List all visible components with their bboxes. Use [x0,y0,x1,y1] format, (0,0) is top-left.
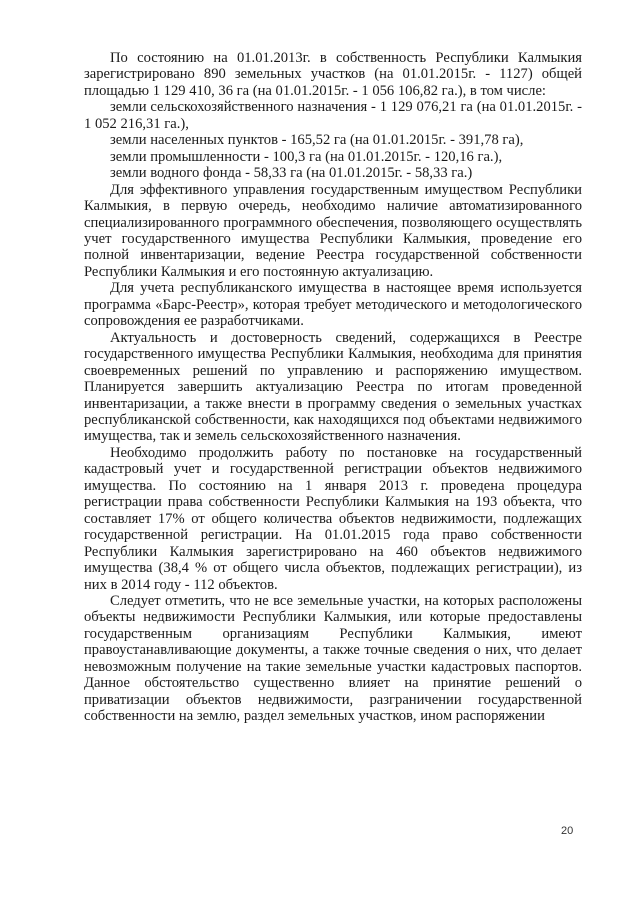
document-body [84,50,582,725]
paragraph-effective-management: Для эффективного управления государственным имуществом Республики Калмыкия, в первую очередь, необходимо наличие автоматизированного специализированного программного обеспечения, позволяющего осуществлять учет государственного имущества Республики Калмыкия, проведение его полной инвентаризации, ведение Реестра государственной собственности Республики Калмыкия и его постоянную актуализацию. [84,181,582,280]
paragraph-land-registration: По состоянию на 01.01.2013г. в собственность Республики Калмыкия зарегистрировано 890 земельных участков (на 01.01.2015г. - 1127) общей площадью 1 129 410, 36 га (на 01.01.2015г. - 1 056 106,82 га.), в том числе: [84,50,582,99]
page-number: 20 [561,825,574,837]
paragraph-cadastral-registration: Необходимо продолжить работу по постановке на государственный кадастровый учет и государственной регистрации объектов недвижимого имущества. По состоянию на 1 января 2013 г. проведена процедура регистрации права собственности Республики Калмыкия на 193 объекта, что составляет 17% от общего количества объектов недвижимости, подлежащих государственной регистрации. На 01.01.2015 года право собственности Республики Калмыкия зарегистрировано на 460 объектов недвижимого имущества (38,4 % от общего числа объектов, подлежащих регистрации), из них в 2014 году - 112 объектов. [84,444,582,593]
paragraph-bars-registry: Для учета республиканского имущества в настоящее время используется программа «Барс-Реестр», которая требует методического и методологического сопровождения ее разработчиками. [84,280,582,330]
paragraph-water-fund-land: земли водного фонда - 58,33 га (на 01.01.2015г. - 58,33 га.) [110,165,473,182]
paragraph-registry-accuracy: Актуальность и достоверность сведений, содержащихся в Реестре государственного имущества Республики Калмыкия, необходима для принятия своевременных решений по управлению и распоряжению имуществом. Планируется завершить актуализацию Реестра по итогам проведенной инвентаризации, а также внести в программу сведения о земельных участках республиканской собственности, как находящихся под объектами недвижимого имущества, так и земель сельскохозяйственного назначения. [84,329,582,445]
paragraph-industrial-land: земли промышленности - 100,3 га (на 01.01.2015г. - 120,16 га.), [110,148,503,165]
paragraph-settlement-land: земли населенных пунктов - 165,52 га (на 01.01.2015г. - 391,78 га), [110,132,524,149]
paragraph-agricultural-land: земли сельскохозяйственного назначения - 1 129 076,21 га (на 01.01.2015г. - 1 052 216,31 га.), [84,99,582,132]
paragraph-land-documents: Следует отметить, что не все земельные участки, на которых расположены объекты недвижимости Республики Калмыкия, или которые предоставлены государственным организациям Республики Калмыкия, имеют правоустанавливающие документы, а также точные сведения о них, что делает невозможным получение на такие земельные участки кадастровых паспортов. Данное обстоятельство существенно влияет на принятие решений о приватизации объектов недвижимости, разграничении государственной собственности на землю, раздел земельных участков, ином распоряжении [84,592,582,725]
